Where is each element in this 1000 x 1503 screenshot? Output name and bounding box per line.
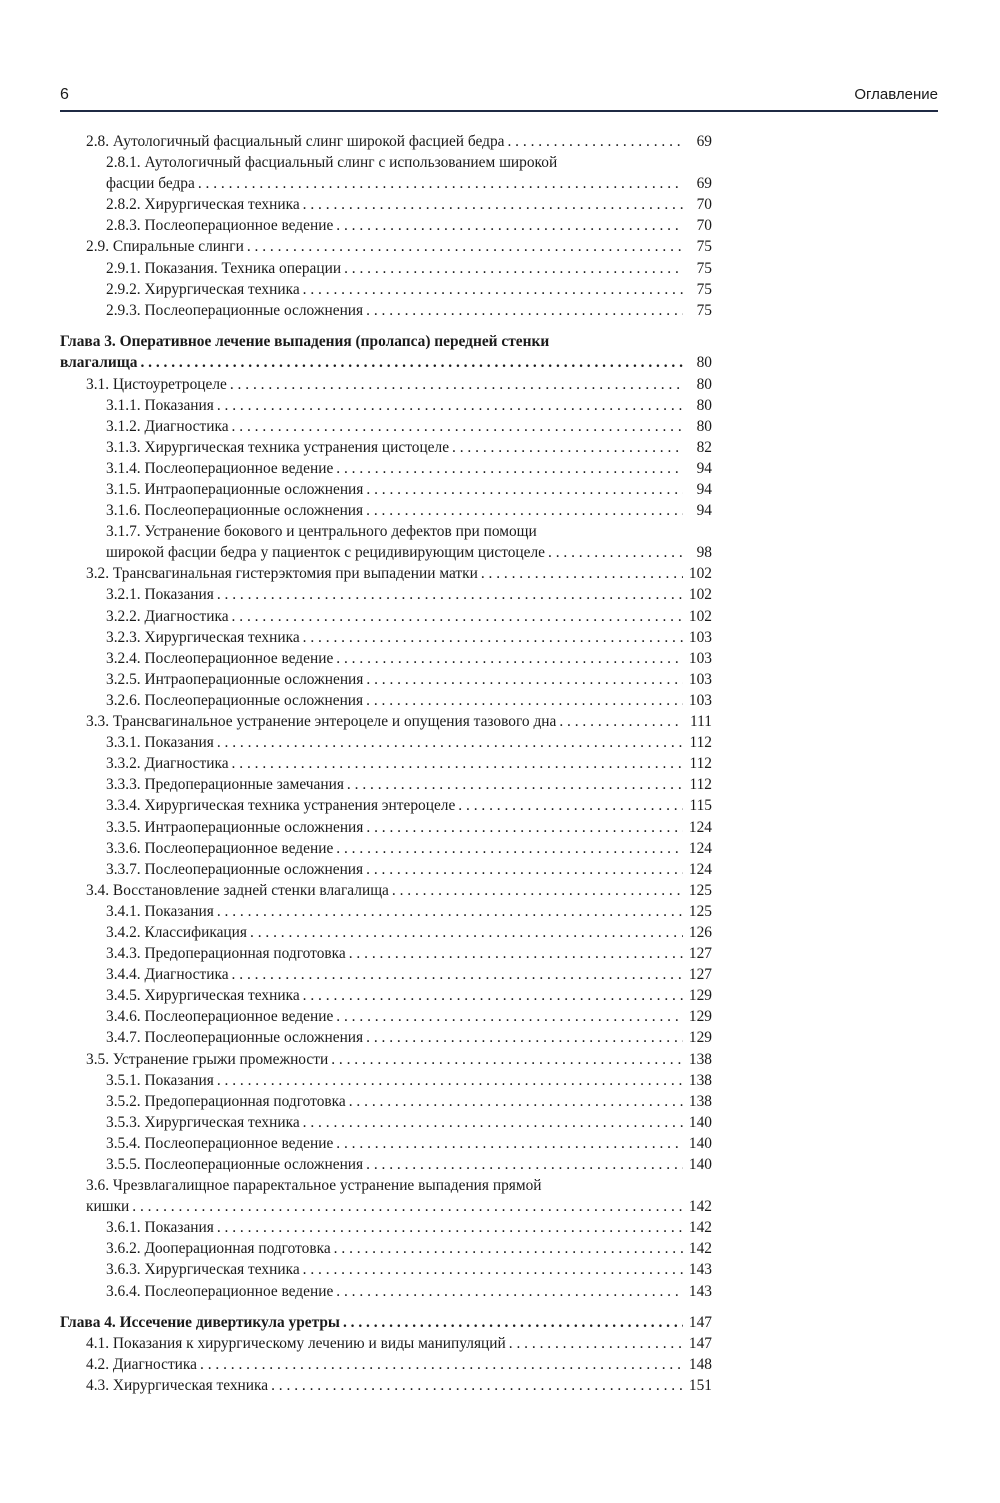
leader-dots	[232, 753, 683, 774]
leader-dots	[232, 964, 683, 985]
toc-entry-page: 140	[688, 1113, 712, 1131]
toc-entry[interactable]	[60, 1112, 712, 1133]
toc-entry-title-line[interactable]: 2.8.1. Аутологичный фасциальный слинг с использованием широкой	[106, 154, 558, 172]
toc-entry-page: 126	[688, 923, 712, 941]
chapter-title: влагалища	[60, 354, 138, 372]
toc-entry-page: 124	[688, 839, 712, 857]
toc-entry-title: 3.4.3. Предоперационная подготовка	[106, 945, 346, 963]
toc-entry-page: 80	[696, 417, 712, 435]
toc-entry-page: 82	[696, 438, 712, 456]
toc-entry-page: 129	[688, 1008, 712, 1026]
toc-entry[interactable]	[60, 648, 712, 669]
leader-dots	[303, 627, 683, 648]
leader-dots	[347, 774, 683, 795]
toc-entry-page: 115	[689, 797, 712, 815]
toc-entry-page: 103	[688, 691, 712, 709]
toc-entry-title: 2.8.3. Послеоперационное ведение	[106, 217, 334, 235]
toc-entry-title-line[interactable]: 3.6. Чрезвлагалищное параректальное устранение выпадения прямой	[86, 1177, 542, 1195]
toc-entry-page: 127	[688, 945, 712, 963]
toc-entry[interactable]	[60, 669, 712, 690]
toc-entry-page: 129	[688, 1029, 712, 1047]
toc-entry-page: 75	[696, 301, 712, 319]
toc-entry[interactable]	[60, 1027, 712, 1048]
toc-entry-title: 3.3.4. Хирургическая техника устранения энтероцеле	[106, 797, 456, 815]
toc-entry-page: 138	[688, 1092, 712, 1110]
toc-entry-title: 3.5.5. Послеоперационные осложнения	[106, 1156, 364, 1173]
toc-entry-page: 69	[696, 133, 712, 150]
toc-entry[interactable]	[60, 236, 712, 257]
toc-entry-title: 3.1.3. Хирургическая техника устранения цистоцеле	[106, 438, 450, 456]
toc-entry[interactable]	[60, 627, 712, 648]
toc-entry-page: 142	[688, 1198, 712, 1216]
toc-entry-title: 3.2.3. Хирургическая техника	[106, 628, 300, 646]
toc-entry[interactable]	[60, 1049, 712, 1070]
toc-entry-page: 75	[696, 259, 712, 277]
leader-dots	[559, 711, 683, 732]
leader-dots	[331, 1049, 683, 1070]
toc-entry-title: кишки	[86, 1198, 130, 1216]
toc-entry[interactable]	[60, 1354, 712, 1375]
toc-entry-title: 3.4.7. Послеоперационные осложнения	[106, 1029, 364, 1047]
toc-entry-page: 69	[696, 175, 712, 193]
toc-entry[interactable]	[60, 880, 712, 901]
leader-dots	[303, 1112, 683, 1133]
leader-dots	[336, 1281, 683, 1302]
toc-entry-page: 112	[689, 755, 712, 773]
leader-dots	[349, 943, 683, 964]
leader-dots	[452, 437, 683, 458]
toc-entry[interactable]	[60, 194, 712, 215]
toc-entry-page: 112	[689, 734, 712, 752]
toc-entry-title: широкой фасции бедра у пациенток с рецидивирующим цистоцеле	[106, 544, 546, 562]
toc-entry-page: 125	[688, 881, 712, 899]
leader-dots	[366, 479, 683, 500]
toc-entry-title: 3.4.4. Диагностика	[106, 966, 229, 984]
toc-entry[interactable]	[60, 859, 712, 880]
toc-entry-page: 111	[690, 713, 712, 731]
toc-entry-title: 2.9. Спиральные слинги	[86, 238, 244, 256]
leader-dots	[217, 584, 683, 605]
leader-dots	[366, 817, 683, 838]
toc-entry-page: 138	[688, 1071, 712, 1089]
leader-dots	[200, 1354, 683, 1375]
toc-entry[interactable]	[60, 584, 712, 605]
toc-entry[interactable]	[60, 374, 712, 395]
toc-entry-title: 3.6.3. Хирургическая техника	[106, 1261, 300, 1279]
leader-dots	[247, 236, 683, 257]
toc-entry[interactable]	[60, 1333, 712, 1354]
toc-entry-title: 3.5. Устранение грыжи промежности	[86, 1050, 329, 1068]
table-of-contents	[60, 131, 712, 1397]
leader-dots	[132, 1196, 683, 1217]
toc-entry-page: 127	[688, 966, 712, 984]
toc-entry-title: 3.6.1. Показания	[106, 1219, 214, 1237]
leader-dots	[230, 374, 683, 395]
leader-dots	[366, 1154, 683, 1175]
toc-entry-title: 3.3.7. Послеоперационные осложнения	[106, 860, 364, 878]
toc-entry-page: 98	[696, 544, 712, 562]
chapter-page: 80	[696, 354, 712, 372]
toc-entry[interactable]	[60, 732, 712, 753]
toc-entry[interactable]	[60, 922, 712, 943]
leader-dots	[366, 669, 683, 690]
toc-entry[interactable]	[60, 563, 712, 584]
leader-dots	[336, 838, 683, 859]
toc-entry[interactable]	[60, 279, 712, 300]
toc-entry-page: 102	[688, 607, 712, 625]
toc-entry[interactable]	[60, 1259, 712, 1280]
toc-entry[interactable]	[60, 943, 712, 964]
toc-entry-title: 2.8. Аутологичный фасциальный слинг широкой фасцией бедра	[86, 133, 505, 150]
leader-dots	[366, 300, 683, 321]
chapter-title: Глава 4. Иссечение дивертикула уретры	[60, 1314, 340, 1332]
toc-entry-page: 142	[688, 1240, 712, 1258]
toc-entry-title: 3.2.5. Интраоперационные осложнения	[106, 670, 364, 688]
toc-entry[interactable]	[60, 1238, 712, 1259]
toc-entry-page: 94	[696, 481, 712, 498]
leader-dots	[336, 458, 683, 479]
toc-entry-title: 3.3.3. Предоперационные замечания	[106, 776, 344, 794]
toc-entry-title: 3.4.2. Классификация	[106, 923, 247, 941]
toc-entry-title: 3.4. Восстановление задней стенки влагалища	[86, 881, 389, 899]
toc-entry[interactable]	[60, 795, 712, 816]
toc-entry[interactable]	[60, 964, 712, 985]
toc-entry-page: 124	[688, 860, 712, 878]
toc-entry-page: 129	[688, 987, 712, 1005]
leader-dots	[250, 922, 683, 943]
toc-entry-title: 3.5.4. Послеоперационное ведение	[106, 1134, 334, 1152]
toc-entry[interactable]	[60, 774, 712, 795]
toc-entry-title: 2.9.2. Хирургическая техника	[106, 280, 300, 298]
leader-dots	[232, 416, 683, 437]
toc-entry-page: 102	[688, 565, 712, 583]
leader-dots	[217, 1070, 683, 1091]
toc-entry-title: 3.6.4. Послеоперационное ведение	[106, 1282, 334, 1300]
chapter-entry[interactable]	[60, 352, 712, 373]
toc-entry-page: 143	[688, 1261, 712, 1279]
toc-entry-title: 3.5.2. Предоперационная подготовка	[106, 1092, 346, 1110]
leader-dots	[366, 500, 683, 521]
leader-dots	[458, 795, 683, 816]
leader-dots	[344, 258, 683, 279]
toc-entry[interactable]	[60, 753, 712, 774]
toc-entry[interactable]	[60, 1196, 712, 1217]
leader-dots	[336, 1133, 683, 1154]
toc-entry[interactable]	[60, 416, 712, 437]
toc-entry-page: 142	[688, 1219, 712, 1237]
running-head: Оглавление	[854, 86, 938, 103]
toc-entry-page: 103	[688, 649, 712, 667]
toc-entry[interactable]	[60, 690, 712, 711]
toc-entry-title: 3.1.4. Послеоперационное ведение	[106, 459, 334, 477]
page-number: 6	[60, 86, 69, 103]
chapter-entry[interactable]	[60, 1312, 712, 1333]
toc-entry[interactable]	[60, 1133, 712, 1154]
leader-dots	[392, 880, 683, 901]
toc-entry-title: 3.3.1. Показания	[106, 734, 214, 752]
toc-entry-title: 3.2.4. Послеоперационное ведение	[106, 649, 334, 667]
toc-entry-page: 151	[688, 1377, 712, 1395]
toc-entry-page: 112	[689, 776, 712, 794]
toc-entry-title: 3.3. Трансвагинальное устранение энтероцеле и опущения тазового дна	[86, 713, 557, 731]
toc-entry[interactable]	[60, 173, 712, 194]
toc-entry[interactable]	[60, 437, 712, 458]
toc-entry-title: 4.1. Показания к хирургическому лечению и виды манипуляций	[86, 1335, 506, 1353]
toc-entry-page: 70	[696, 196, 712, 214]
toc-entry-page: 103	[688, 670, 712, 688]
toc-entry-title: 3.1.2. Диагностика	[106, 417, 229, 435]
toc-entry[interactable]	[60, 500, 712, 521]
toc-entry-page: 103	[688, 628, 712, 646]
toc-entry-page: 75	[696, 238, 712, 256]
toc-entry[interactable]	[60, 1091, 712, 1112]
toc-entry-page: 147	[688, 1335, 712, 1353]
toc-entry-title: 3.5.1. Показания	[106, 1071, 214, 1089]
toc-entry-title: 3.1.5. Интраоперационные осложнения	[106, 481, 364, 498]
toc-entry-page: 138	[688, 1050, 712, 1068]
toc-entry-page: 124	[688, 818, 712, 836]
chapter-page: 147	[688, 1314, 712, 1332]
toc-entry-page: 94	[696, 502, 712, 520]
toc-entry-page: 143	[688, 1282, 712, 1300]
leader-dots	[271, 1375, 683, 1396]
header-rule	[60, 110, 938, 112]
toc-entry[interactable]	[60, 1281, 712, 1302]
toc-entry-title: 3.2. Трансвагинальная гистерэктомия при выпадении матки	[86, 565, 478, 583]
spacer	[60, 1302, 712, 1313]
leader-dots	[366, 859, 683, 880]
leader-dots	[232, 606, 683, 627]
toc-entry-page: 75	[696, 280, 712, 298]
toc-entry[interactable]	[60, 1006, 712, 1027]
toc-entry[interactable]	[60, 817, 712, 838]
toc-entry[interactable]	[60, 258, 712, 279]
leader-dots	[548, 542, 683, 563]
toc-entry-page: 140	[688, 1134, 712, 1152]
toc-entry-title: фасции бедра	[106, 175, 195, 193]
toc-entry-title: 3.2.1. Показания	[106, 586, 214, 604]
leader-dots	[336, 648, 683, 669]
leader-dots	[509, 1333, 683, 1354]
toc-entry[interactable]	[60, 901, 712, 922]
toc-entry[interactable]	[60, 395, 712, 416]
leader-dots	[336, 1006, 683, 1027]
toc-entry-title: 3.1.1. Показания	[106, 396, 214, 414]
toc-entry-title: 3.4.5. Хирургическая техника	[106, 987, 300, 1005]
leader-dots	[217, 901, 683, 922]
leader-dots	[217, 732, 683, 753]
leader-dots	[140, 352, 683, 373]
leader-dots	[366, 690, 683, 711]
chapter-title-line[interactable]: Глава 3. Оперативное лечение выпадения (пролапса) передней стенки	[60, 333, 550, 351]
toc-entry[interactable]	[60, 131, 712, 152]
toc-entry-title: 4.2. Диагностика	[86, 1356, 197, 1374]
toc-entry-title-line[interactable]: 3.1.7. Устранение бокового и центрального дефектов при помощи	[106, 523, 537, 541]
leader-dots	[336, 215, 683, 236]
toc-entry-title: 3.3.5. Интраоперационные осложнения	[106, 818, 364, 836]
toc-entry[interactable]	[60, 458, 712, 479]
toc-entry-title: 3.2.6. Послеоперационные осложнения	[106, 691, 364, 709]
toc-entry-title: 4.3. Хирургическая техника	[86, 1377, 269, 1395]
toc-entry-page: 125	[688, 902, 712, 920]
toc-entry-title: 2.8.2. Хирургическая техника	[106, 196, 300, 214]
leader-dots	[198, 173, 683, 194]
toc-entry-title: 3.1.6. Послеоперационные осложнения	[106, 502, 364, 520]
leader-dots	[366, 1027, 683, 1048]
toc-entry[interactable]	[60, 985, 712, 1006]
toc-entry[interactable]	[60, 1375, 712, 1396]
leader-dots	[303, 985, 683, 1006]
toc-entry[interactable]	[60, 606, 712, 627]
toc-entry-title: 2.9.3. Послеоперационные осложнения	[106, 301, 364, 319]
leader-dots	[481, 563, 683, 584]
toc-entry[interactable]	[60, 1217, 712, 1238]
spacer	[60, 321, 712, 332]
toc-entry-page: 140	[688, 1156, 712, 1173]
toc-entry-page: 80	[696, 375, 712, 393]
toc-entry[interactable]	[60, 300, 712, 321]
leader-dots	[507, 131, 683, 152]
toc-entry-title: 3.6.2. Дооперационная подготовка	[106, 1240, 331, 1258]
toc-entry-title: 3.4.6. Послеоперационное ведение	[106, 1008, 334, 1026]
toc-entry-title: 2.9.1. Показания. Техника операции	[106, 259, 342, 277]
toc-entry-title: 3.2.2. Диагностика	[106, 607, 229, 625]
leader-dots	[303, 279, 683, 300]
leader-dots	[343, 1312, 683, 1333]
leader-dots	[217, 1217, 683, 1238]
leader-dots	[334, 1238, 683, 1259]
toc-entry-page: 148	[688, 1356, 712, 1374]
toc-entry[interactable]	[60, 838, 712, 859]
toc-entry[interactable]	[60, 711, 712, 732]
leader-dots	[303, 194, 683, 215]
toc-entry-page: 94	[696, 459, 712, 477]
toc-entry-page: 70	[696, 217, 712, 235]
toc-entry-title: 3.3.6. Послеоперационное ведение	[106, 839, 334, 857]
leader-dots	[217, 395, 683, 416]
toc-entry-page: 80	[696, 396, 712, 414]
toc-entry[interactable]	[60, 1070, 712, 1091]
toc-entry-title: 3.5.3. Хирургическая техника	[106, 1113, 300, 1131]
toc-entry-title: 3.1. Цистоуретроцеле	[86, 375, 227, 393]
leader-dots	[349, 1091, 683, 1112]
toc-entry-title: 3.3.2. Диагностика	[106, 755, 229, 773]
leader-dots	[303, 1259, 683, 1280]
toc-entry-page: 102	[688, 586, 712, 604]
toc-entry[interactable]	[60, 479, 712, 500]
toc-entry[interactable]	[60, 542, 712, 563]
toc-entry[interactable]	[60, 1154, 712, 1175]
toc-entry-title: 3.4.1. Показания	[106, 902, 214, 920]
toc-entry[interactable]	[60, 215, 712, 236]
